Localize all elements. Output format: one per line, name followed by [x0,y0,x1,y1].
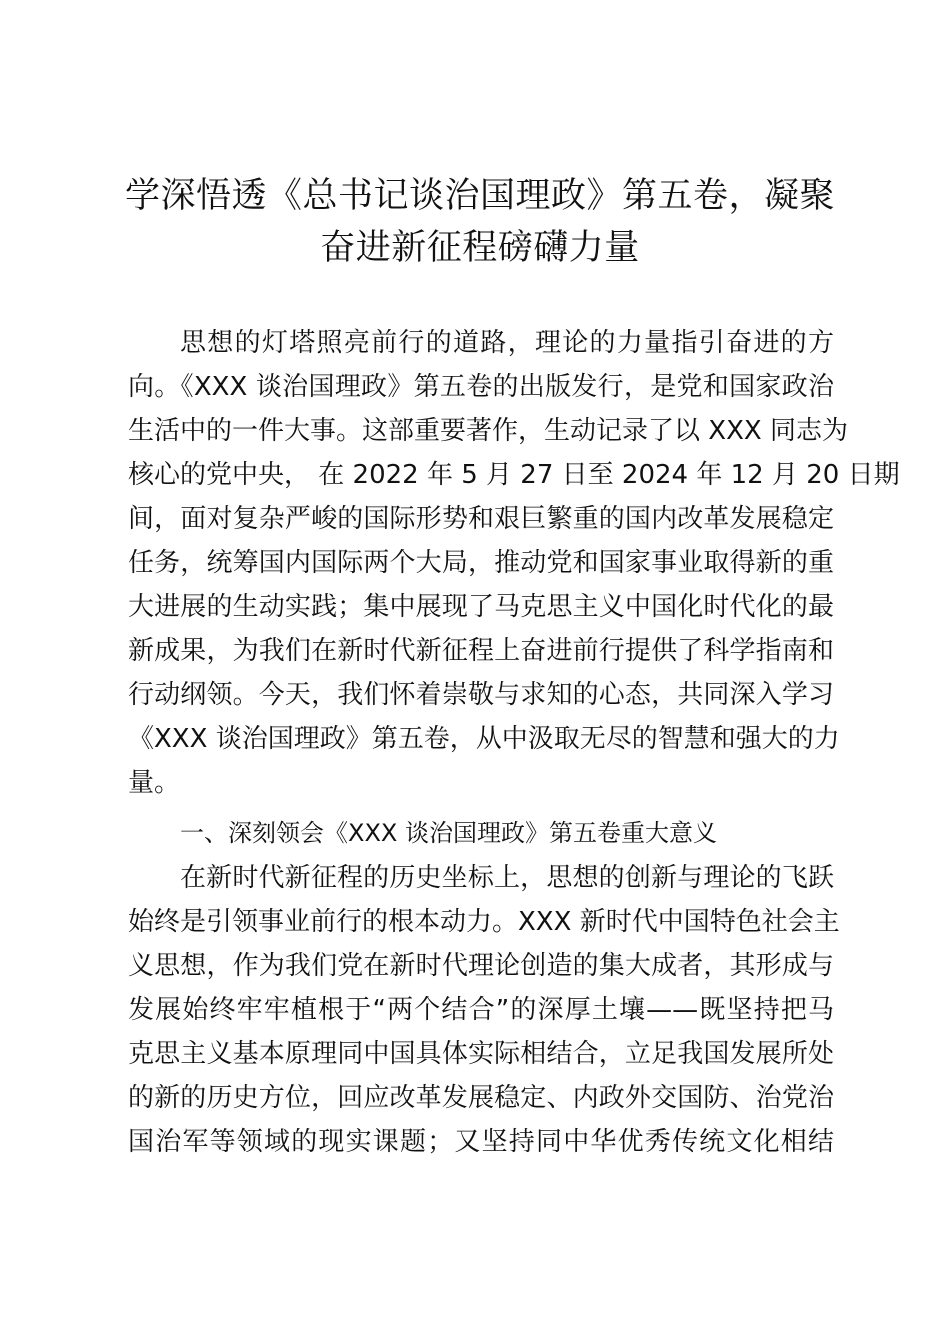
paragraph-1-line: 间，面对复杂严峻的国际形势和艰巨繁重的国内改革发展稳定 [128,504,834,534]
paragraph-2-line: 国治军等领域的现实课题；又坚持同中华优秀传统文化相结 [128,1127,834,1157]
paragraph-1-line: 向。《XXX 谈治国理政》第五卷的出版发行，是党和国家政治 [128,372,834,402]
paragraph-2-line: 义思想，作为我们党在新时代理论创造的集大成者，其形成与 [128,951,834,981]
document-title-line-1: 学深悟透《总书记谈治国理政》第五卷，凝聚 [124,176,835,216]
document-title-line-2: 奋进新征程磅礴力量 [320,228,640,268]
paragraph-1-line: 新成果，为我们在新时代新征程上奋进前行提供了科学指南和 [128,636,834,666]
paragraph-1-line: 任务，统筹国内国际两个大局，推动党和国家事业取得新的重 [128,548,834,578]
paragraph-1-line: 量。 [128,768,181,798]
paragraph-1-line: 《XXX 谈治国理政》第五卷，从中汲取无尽的智慧和强大的力 [128,724,840,754]
paragraph-1-line: 核心的党中央， 在 2022 年 5 月 27 日至 2024 年 12 月 20 日期 [128,460,900,490]
section-heading: 一、深刻领会《XXX 谈治国理政》第五卷重大意义 [180,819,717,847]
paragraph-2-line: 的新的历史方位，回应改革发展稳定、内政外交国防、治党治 [128,1083,834,1113]
paragraph-2-line: 在新时代新征程的历史坐标上，思想的创新与理论的飞跃 [180,863,834,893]
paragraph-1-line: 生活中的一件大事。这部重要著作，生动记录了以 XXX 同志为 [128,416,848,446]
paragraph-2-line: 发展始终牢牢植根于“两个结合”的深厚土壤——既坚持把马 [128,995,834,1025]
paragraph-2-line: 始终是引领事业前行的根本动力。XXX 新时代中国特色社会主 [128,907,840,937]
paragraph-1-line: 行动纲领。今天，我们怀着崇敬与求知的心态，共同深入学习 [128,680,834,710]
paragraph-1-line: 思想的灯塔照亮前行的道路，理论的力量指引奋进的方 [180,328,834,358]
paragraph-1-line: 大进展的生动实践；集中展现了马克思主义中国化时代化的最 [128,592,834,622]
paragraph-2-line: 克思主义基本原理同中国具体实际相结合，立足我国发展所处 [128,1039,834,1069]
